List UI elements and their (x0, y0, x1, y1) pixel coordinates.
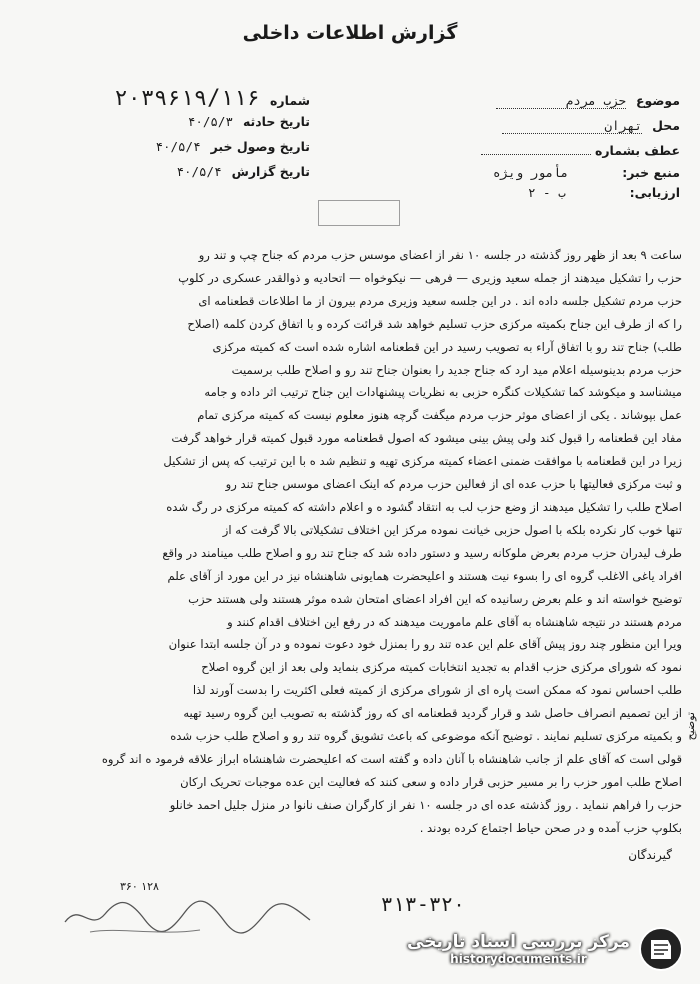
reference-field (481, 143, 680, 158)
event-date-field (188, 114, 310, 129)
body-line: طلب احساس نمود که ممکن است پاره ای از شورای مرکزی از کمیته فعلی اکثریت را بدست آورند لذا (192, 683, 682, 698)
body-line: نمود که شورای مرکزی حزب اقدام به تجدید انتخابات کمیته مرکزی بنماید ولی بعد از این گروه اصلاح (201, 660, 682, 675)
body-line: مردم هستند در نتیجه شاهنشاه به آقای علم ماموریت میدهند که در رفع این اختلاف اقدام کنند و (227, 614, 682, 629)
watermark-url: historydocuments.ir (450, 952, 587, 966)
handwritten-signature (60, 892, 320, 942)
location-field (502, 118, 680, 134)
body-line: بکلوپ حزب آمده و در صحن حیاط اجتماع کرده بودند . (419, 820, 682, 835)
body-line: حزب را تشکیل میدهند از جمله سعید وزیری — فرهی — نیکوخواه — اتحادیه و ذوالقدر عسکری در کلوپ (178, 270, 682, 285)
body-line: ساعت ۹ بعد از ظهر روز گذشته در جلسه ۱۰ نفر از اعضای موسس حزب مردم که جناح چپ و تند رو (198, 248, 682, 262)
body-line: تنها خوب کار نکرده بلکه با اصول حزبی خیانت نموده مرکز این اختلاف تشکیلاتی بالا گرفت که از (222, 522, 682, 537)
document-title: گزارش اطلاعات داخلی (242, 22, 458, 44)
body-line: افراد یاغی الاغلب گروه ای را بسوء نیت هستند و اعلیحضرت همایونی شاهنشاه نیز در این مورد از آقای علم (167, 568, 682, 583)
receipt-date-value: ۴۰/۵/۴ (155, 139, 201, 154)
number-value: ۲۰۳۹۶۱۹/۱۱۶ (114, 86, 261, 111)
body-line: میشناسد و میکوشد کما تشکیلات کنگره حزبی به نظریات پیشنهادات این جناح ترتیب اثر داده و جامه (204, 385, 682, 400)
number-field (114, 86, 310, 111)
source-label: منبع خبر: (622, 165, 680, 180)
body-line: را که از طرف این جناح بکمیته مرکزی حزب تسلیم خواهد شد قرائت کرده و با اتفاق کردن کلمه (اصلاح (187, 316, 682, 331)
report-date-label: تاریخ گزارش (231, 164, 310, 179)
report-date-field (176, 164, 310, 179)
source-field (493, 165, 680, 180)
side-note: توضیح (684, 712, 697, 741)
body-line: اصلاح طلب را تشکیل میدهند از وضع حزب لب به انتقاد گشود ه و اعلام داشته که کمیته مرکزی در رگ شده (166, 499, 682, 514)
archive-logo-icon (638, 926, 684, 972)
location-value: تهران (502, 118, 642, 134)
body-line: طرف لیدران حزب مردم بعرض ملوکانه رسید و دستور داده شد که جناح تند رو و اصلاح طلب مینامند در واقع (162, 545, 682, 560)
evaluation-value: ب - ۲ (527, 185, 566, 200)
event-date-value: ۴۰/۵/۳ (187, 114, 233, 129)
evaluation-label: ارزیابی: (629, 185, 680, 200)
report-date-value: ۴۰/۵/۴ (176, 164, 222, 179)
watermark-logo (407, 926, 684, 972)
subject-field (496, 93, 680, 109)
body-line: ویرا این منظور چند روز پیش آقای علم این عده تند رو را بمنزل خود دعوت نموده و در آن جلسه ابتدا عنوان (168, 637, 682, 652)
stamp-mark (318, 200, 400, 226)
reference-blank (481, 154, 591, 155)
body-line: اصلاح طلب امور حزب را بر مسیر حزبی قرار داده و سعی کنند که فعالیت این عده موجبات تحریک ارکان (180, 774, 682, 789)
small-number: ۳۶۰ ۱۲۸ (120, 880, 159, 893)
body-line: توضیح خواسته اند و علم بعرض رسانیده که این افراد اعضای امتحان شده موثر هستند ولی هستند حزب (188, 591, 682, 606)
reference-number: ۳۱۳-۳۲۰ (380, 892, 465, 916)
body-line: زیرا در این قطعنامه با موافقت ضمنی اعضاء کمیته مرکزی تهیه و تنظیم شد ه با این ترتیب که پس از تشکیل (163, 454, 682, 469)
body-line: مفاد این قطعنامه را قبول کند ولی پیش بینی میشود که اصول قطعنامه مورد قبول کمیته قرار خواهد گرفت (171, 431, 682, 446)
subject-label: موضوع (635, 93, 680, 108)
body-line: حزب مردم تشکیل جلسه داده اند . در این جلسه سعید وزیری مردم بیرون از ما اطلاعات قطعنامه ای (198, 293, 682, 308)
number-label: شماره (270, 93, 310, 108)
receipt-date-label: تاریخ وصول خبر (210, 139, 310, 154)
body-line: طلب) جناح تند رو با اتفاق آراء به تصویب رسید در این قطعنامه اشاره شده است که کمیته مرکزی (212, 339, 682, 354)
body-line: و بکمیته مرکزی تسلیم نمایند . توضیح آنکه موضوعی که باعث تشویق گروه تند رو و اصلاح طلب حزب شده (170, 729, 682, 744)
body-line: و ثبت مرکزی فعالیتها با حزب عده ای از فعالین حزب مردم که اینک اعضای موسس جناح تند رو (225, 477, 682, 492)
receipt-date-field (155, 139, 310, 154)
subject-value: حزب مردم (496, 93, 626, 109)
body-line: حزب را فراهم ننماید . روز گذشته عده ای در جلسه ۱۰ نفر از کارگران صنف نانوا در منزل جلیل احمد خانلو (169, 797, 682, 812)
event-date-label: تاریخ حادثه (242, 114, 310, 129)
source-value: مأمور ویژه (493, 165, 569, 180)
body-line: عمل بپوشاند . یکی از اعضای موثر حزب مردم میگفت گرچه هنوز معلوم نیست که کمیته مرکزی تمام (197, 408, 682, 423)
distribution-label: گیرندگان (628, 848, 672, 862)
evaluation-field (528, 185, 680, 200)
body-line: قولی است که آقای علم از جانب شاهنشاه با آنان داده و گفته است که اعلیحضرت شاهنشاه ابراز علاقه فرمود ه اند گروه (101, 751, 682, 766)
body-line: از این تصمیم انصراف حاصل شد و قرار گردید قطعنامه ای که روز گذشته به تصویب این گروه رسید تهیه (183, 706, 682, 721)
watermark-name: مرکز بررسی اسناد تاریخی (407, 932, 630, 952)
report-body (22, 244, 682, 840)
location-label: محل (652, 118, 680, 133)
reference-label: عطف بشماره (594, 143, 680, 158)
body-line: حزب مردم بدینوسیله اعلام مید ارد که جناح جدید را بعنوان جناح تند رو و اصلاح طلب برسمیت (231, 362, 682, 377)
